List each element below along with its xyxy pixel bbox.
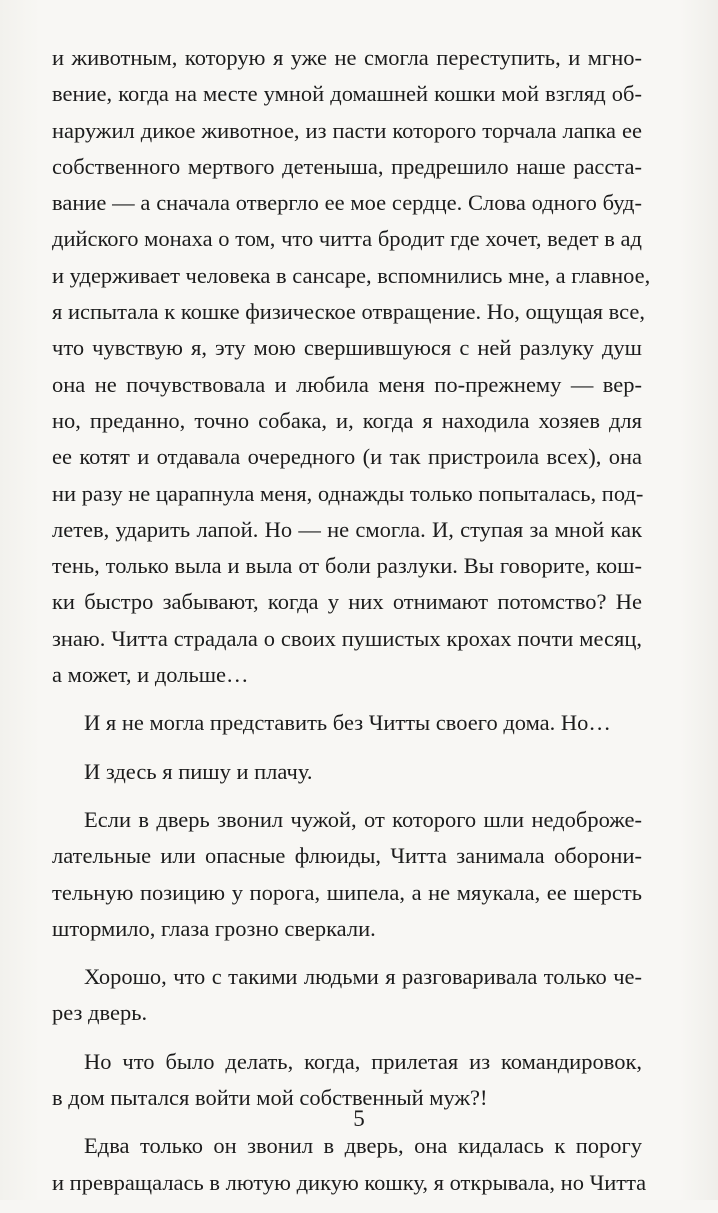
- text-line: рез дверь.: [52, 1000, 148, 1026]
- text-line: она не почувствовала и любила меня по-прежнему — вер-: [52, 371, 642, 397]
- paragraph: [52, 1128, 647, 1201]
- text-line: летев, ударить лапой. Но — не смогла. И, ступая за мной как: [52, 516, 642, 542]
- text-line: ее котят и отдавала очередного (и так пристроила всех), она: [52, 444, 642, 470]
- text-line: и превращалась в лютую дикую кошку, я открывала, но Читта: [52, 1169, 647, 1195]
- text-line: вение, когда на месте умной домашней кошки мой взгляд об-: [52, 81, 642, 107]
- paragraph: [52, 754, 642, 790]
- text-line: Если в дверь звонил чужой, от которого шли недоброже-: [84, 806, 642, 832]
- text-line: знаю. Читта страдала о своих пушистых крохах почти месяц,: [52, 625, 642, 651]
- page-number: 5: [353, 1106, 365, 1131]
- text-line: И я не могла представить без Читты своего дома. Но…: [84, 710, 611, 736]
- text-line: ки быстро забывают, когда у них отнимают потомство? Не: [52, 589, 642, 615]
- body-text: [52, 40, 651, 1213]
- paragraph: [52, 40, 651, 693]
- text-line: Хорошо, что с такими людьми я разговаривала только че-: [84, 964, 642, 990]
- text-line: что чувствую я, эту мою свершившуюся с ней разлуку душ: [52, 335, 642, 361]
- text-line: И здесь я пишу и плачу.: [84, 758, 313, 784]
- text-line: и удерживает человека в сансаре, вспомнились мне, а главное,: [52, 262, 651, 288]
- text-line: Едва только он звонил в дверь, она кидалась к порогу: [84, 1133, 642, 1159]
- text-line: в дом пытался войти мой собственный муж?!: [52, 1085, 488, 1111]
- text-line: собственного мертвого детеныша, предрешило наше расста-: [52, 153, 642, 179]
- text-line: тень, только выла и выла от боли разлуки. Вы говорите, кош-: [52, 553, 642, 579]
- text-line: штормило, глаза грозно сверкали.: [52, 915, 376, 941]
- text-line: лательные или опасные флюиды, Читта занимала оборони-: [52, 843, 642, 869]
- paragraph: [52, 802, 642, 947]
- text-line: наружил дикое животное, из пасти которого торчала лапка ее: [52, 117, 642, 143]
- text-line: а может, и дольше…: [52, 662, 249, 688]
- paragraph: [52, 705, 642, 741]
- text-line: тельную позицию у порога, шипела, а не мяукала, ее шерсть: [52, 879, 642, 905]
- text-line: но, преданно, точно собака, и, когда я находила хозяев для: [52, 407, 642, 433]
- text-line: и животным, которую я уже не смогла переступить, и мгно-: [52, 45, 642, 70]
- text-line: Но что было делать, когда, прилетая из командировок,: [84, 1048, 642, 1074]
- text-line: вание — а сначала отвергло ее мое сердце. Слова одного буд-: [52, 190, 642, 216]
- text-line: ни разу не царапнула меня, однажды только попыталась, под-: [52, 480, 644, 506]
- text-line: дийского монаха о том, что читта бродит где хочет, ведет в ад: [52, 226, 642, 252]
- text-line: я испытала к кошке физическое отвращение. Но, ощущая все,: [52, 299, 646, 325]
- paragraph: [52, 959, 642, 1032]
